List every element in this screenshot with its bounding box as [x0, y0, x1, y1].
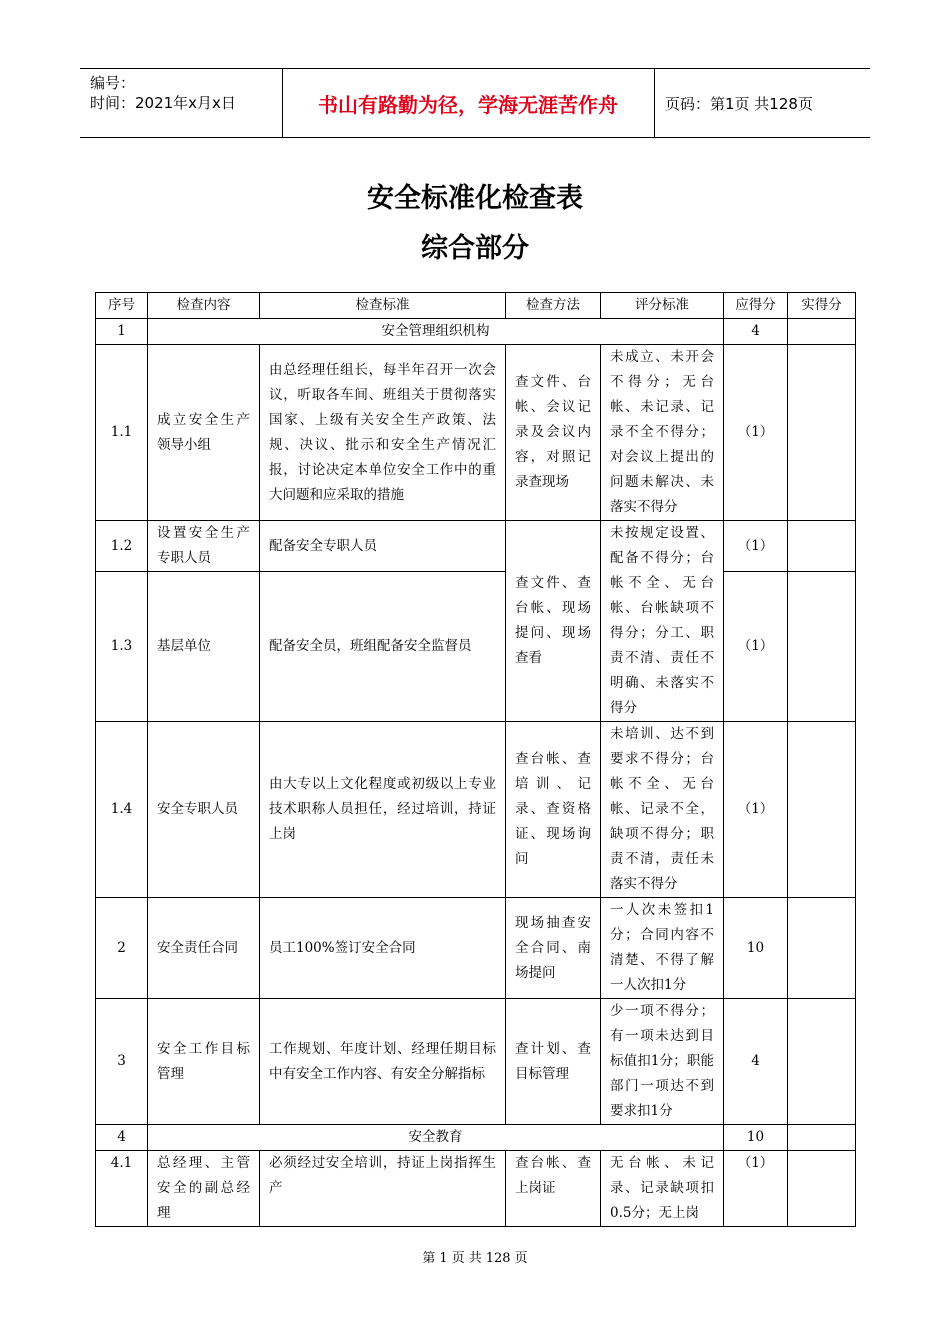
table-row [96, 898, 856, 999]
row-scoring: 少一项不得分；有一项未达到目标值扣1分；职能部门一项达不到要求扣1分 [601, 999, 724, 1125]
row-standard: 员工100%签订安全合同 [260, 898, 506, 999]
table-row [96, 722, 856, 898]
row-number: 4.1 [96, 1151, 148, 1227]
row-method: 查计划、查目标管理 [506, 999, 601, 1125]
footer-page-number: 1 [439, 1251, 448, 1266]
date-label: 时间：2021年x月x日 [90, 94, 236, 112]
row-content: 设置安全生产专职人员 [148, 521, 260, 572]
actual-score-cell [788, 722, 856, 898]
section-name: 安全管理组织机构 [148, 319, 724, 345]
table-header-row [96, 293, 856, 319]
row-content: 安全责任合同 [148, 898, 260, 999]
row-score: （1） [724, 1151, 788, 1227]
footer-text: 页 [451, 1251, 465, 1266]
row-number: 2 [96, 898, 148, 999]
actual-score-cell [788, 345, 856, 521]
row-scoring: 未按规定设置、配备不得分；台帐不全、无台帐、台帐缺项不得分；分工、职责不清、责任不明确、未落实不得分 [601, 521, 724, 722]
row-score: （1） [724, 722, 788, 898]
row-content: 安全工作目标管理 [148, 999, 260, 1125]
footer-total-pages: 128 [485, 1251, 511, 1266]
header-divider [654, 69, 655, 137]
header-page-label: 页码：第1页 共128页 [665, 94, 813, 113]
column-header: 实得分 [788, 293, 856, 319]
row-standard: 配备安全专职人员 [260, 521, 506, 572]
row-scoring: 一人次未签扣1分；合同内容不清楚、不得了解一人次扣1分 [601, 898, 724, 999]
row-number: 3 [96, 999, 148, 1125]
table-row [96, 521, 856, 572]
table-row [96, 572, 856, 722]
row-score: （1） [724, 345, 788, 521]
code-label: 编号： [90, 74, 136, 92]
section-name: 安全教育 [148, 1125, 724, 1151]
actual-score-cell [788, 521, 856, 572]
row-standard: 工作规划、年度计划、经理任期目标中有安全工作内容、有安全分解指标 [260, 999, 506, 1125]
row-method: 现场抽查安全合同、南场提问 [506, 898, 601, 999]
column-header: 序号 [96, 293, 148, 319]
table-row [96, 345, 856, 521]
row-method: 查文件、查台帐、现场提问、现场查看 [506, 521, 601, 722]
page-title: 安全标准化检查表 [367, 183, 583, 214]
actual-score-cell [788, 898, 856, 999]
row-scoring: 无台帐、未记录、记录缺项扣0.5分；无上岗 [601, 1151, 724, 1227]
row-number: 1.1 [96, 345, 148, 521]
row-number: 4 [96, 1125, 148, 1151]
footer-text: 共 [468, 1251, 482, 1266]
row-score: （1） [724, 521, 788, 572]
header-motto: 书山有路勤为径，学海无涯苦作舟 [318, 92, 618, 117]
footer-text: 页 [514, 1251, 528, 1266]
page-footer [0, 1247, 950, 1266]
document-header [80, 68, 870, 138]
actual-score-cell [788, 1125, 856, 1151]
row-scoring: 未培训、达不到要求不得分；台帐不全、无台帐、记录不全，缺项不得分；职责不清，责任未落实不得分 [601, 722, 724, 898]
header-meta [90, 73, 236, 113]
page-subtitle: 综合部分 [421, 233, 529, 264]
row-standard: 由总经理任组长，每半年召开一次会议，听取各车间、班组关于贯彻落实国家、上级有关安全生产政策、法规、决议、批示和安全生产情况汇报，讨论决定本单位安全工作中的重大问题和应采取的措施 [260, 345, 506, 521]
row-score: 4 [724, 319, 788, 345]
column-header: 检查方法 [506, 293, 601, 319]
row-standard: 必须经过安全培训，持证上岗指挥生产 [260, 1151, 506, 1227]
row-number: 1 [96, 319, 148, 345]
row-content: 总经理、主管安全的副总经理 [148, 1151, 260, 1227]
row-score: 10 [724, 898, 788, 999]
column-header: 应得分 [724, 293, 788, 319]
actual-score-cell [788, 999, 856, 1125]
section-row [96, 319, 856, 345]
row-method: 查台帐、查培训、记录、查资格证、现场询问 [506, 722, 601, 898]
column-header: 评分标准 [601, 293, 724, 319]
actual-score-cell [788, 572, 856, 722]
row-number: 1.3 [96, 572, 148, 722]
checklist-table [95, 292, 856, 1227]
actual-score-cell [788, 1151, 856, 1227]
row-content: 成立安全生产领导小组 [148, 345, 260, 521]
row-score: 4 [724, 999, 788, 1125]
row-method: 查文件、台帐、会议记录及会议内容，对照记录查现场 [506, 345, 601, 521]
row-content: 安全专职人员 [148, 722, 260, 898]
row-number: 1.2 [96, 521, 148, 572]
footer-text: 第 [422, 1251, 436, 1266]
table-row [96, 999, 856, 1125]
row-number: 1.4 [96, 722, 148, 898]
row-standard: 由大专以上文化程度或初级以上专业技术职称人员担任，经过培训，持证上岗 [260, 722, 506, 898]
row-scoring: 未成立、未开会不得分；无台帐、未记录、记录不全不得分；对会议上提出的问题未解决、未落实不得分 [601, 345, 724, 521]
row-score: （1） [724, 572, 788, 722]
section-row [96, 1125, 856, 1151]
column-header: 检查内容 [148, 293, 260, 319]
row-content: 基层单位 [148, 572, 260, 722]
row-method: 查台帐、查上岗证 [506, 1151, 601, 1227]
table-row [96, 1151, 856, 1227]
actual-score-cell [788, 319, 856, 345]
row-score: 10 [724, 1125, 788, 1151]
column-header: 检查标准 [260, 293, 506, 319]
row-standard: 配备安全员，班组配备安全监督员 [260, 572, 506, 722]
